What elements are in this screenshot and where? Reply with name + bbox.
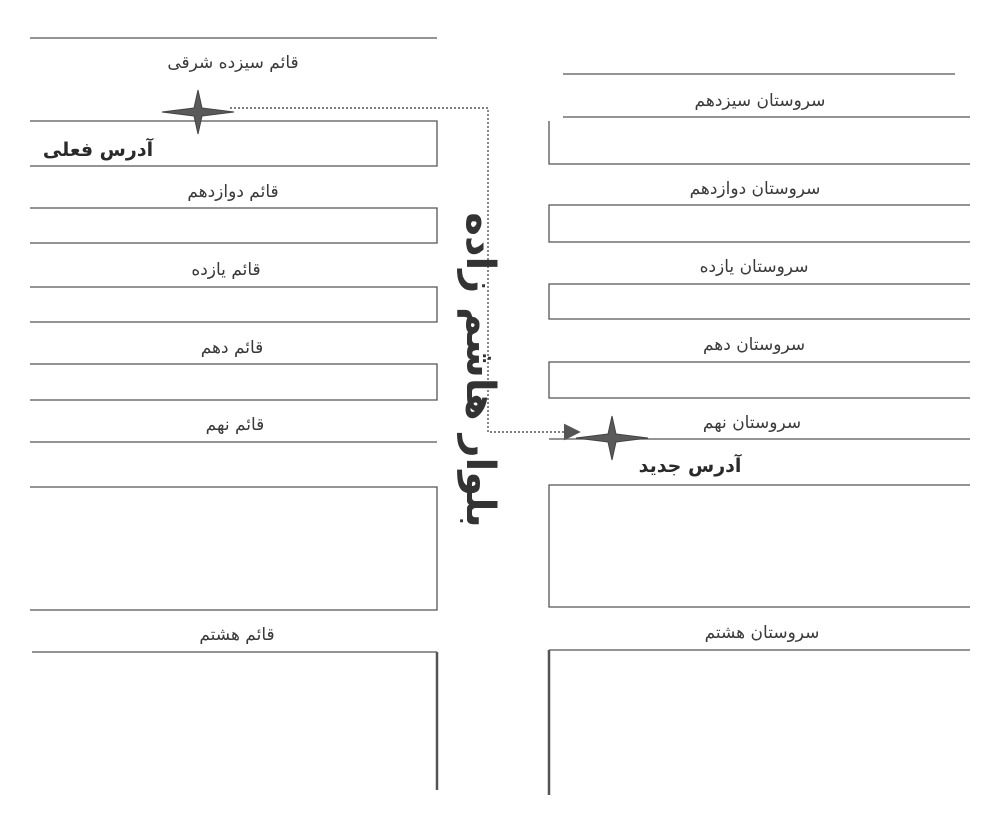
block-east-3	[549, 284, 970, 319]
street-label: سروستان نهم	[702, 413, 802, 433]
east-street-labels	[690, 91, 826, 643]
street-label: قائم هشتم	[199, 625, 275, 645]
block-west-5	[30, 487, 437, 610]
west-street-labels	[167, 53, 298, 645]
route-path	[230, 108, 578, 432]
street-label: سروستان یازده	[699, 257, 809, 277]
block-west-2	[30, 208, 437, 243]
street-label: قائم نهم	[205, 415, 265, 435]
street-label: سروستان دوازدهم	[689, 179, 821, 199]
boulevard-label: بلوار هاشم زاده	[457, 212, 503, 528]
star-marker-icon	[576, 416, 648, 460]
street-label: سروستان دهم	[702, 335, 806, 355]
block-west-4	[30, 364, 437, 400]
block-east-4	[549, 362, 970, 398]
street-label: قائم دهم	[200, 338, 264, 358]
street-label: سروستان سیزدهم	[694, 91, 826, 111]
block-east-1	[549, 121, 970, 164]
street-label: سروستان هشتم	[704, 623, 820, 643]
street-label: قائم سیزده شرقی	[167, 53, 299, 73]
block-east-5	[549, 485, 970, 607]
street-label: قائم یازده	[191, 260, 261, 280]
star-marker-icon	[162, 90, 234, 134]
street-label: قائم دوازدهم	[187, 182, 279, 202]
new-address-label: آدرس جدید	[638, 455, 742, 477]
block-west-3	[30, 287, 437, 322]
current-address-label: آدرس فعلی	[42, 139, 154, 161]
block-east-2	[549, 205, 970, 242]
current-address-marker	[43, 90, 234, 161]
